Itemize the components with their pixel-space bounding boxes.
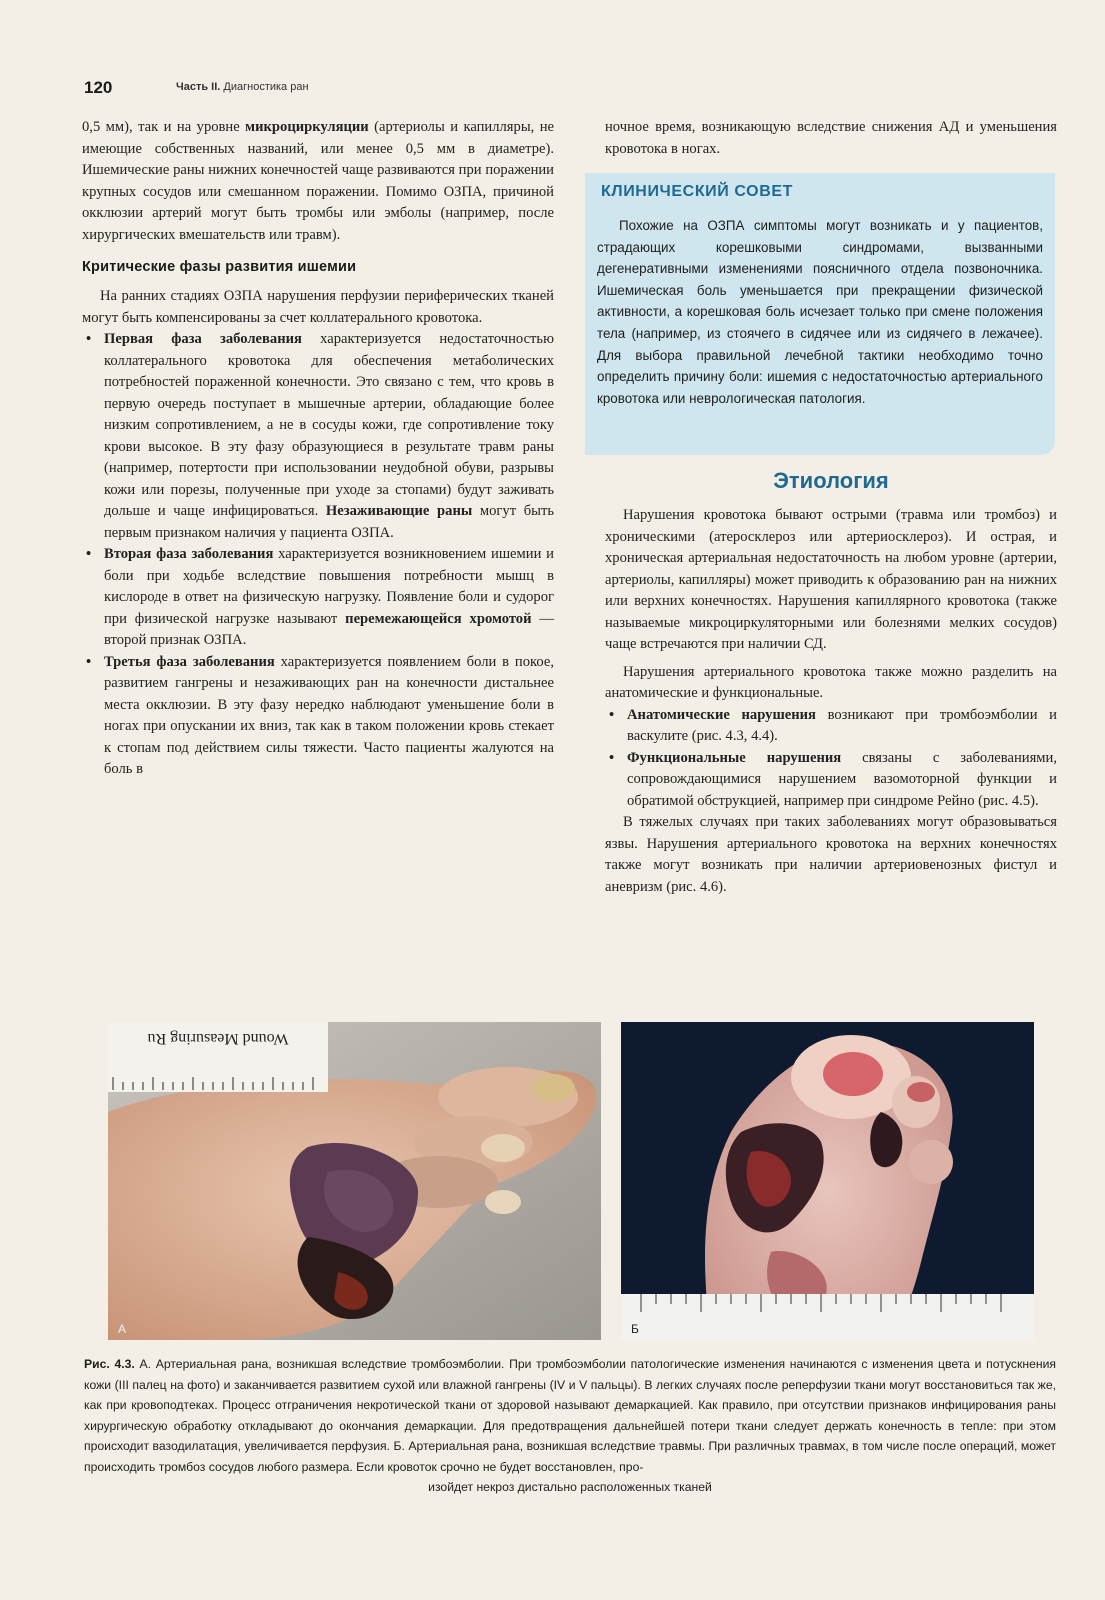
clinical-advice-text: Похожие на ОЗПА симптомы могут возникать и у пациентов, страдающих корешковыми синдромами, вызванными дегенеративными изменениями поясничного отдела позвоночника. Ишемическая боль уменьшается при прекращении физической активности, а корешковая боль исчезает только при смене положения тела (например, из стоячего в сидячее или из сидячего в лежачее). Для выбора правильной лечебной тактики необходимо точно определить причину боли: ишемия с недостаточностью артериального кровотока или неврологическая патология.	[597, 218, 1043, 406]
figure-a-label: А	[118, 1322, 127, 1336]
left-column	[82, 117, 554, 781]
term-microcirculation: микроциркуляции	[245, 119, 369, 135]
caption-text: А. Артериальная рана, возникшая вследствие тромбоэмболии. При тромбоэмболии патологические изменения начинаются с изменения цвета и потускнения кожи (III палец на фото) и заканчивается развитием сухой или влажной гангрены (IV и V пальцы). В легких случаях после реперфузии ткани могут восстановиться так же, как при кровоподтеках. Процесс отграничения некротической ткани от здоровой называют демаркацией. Как правило, при отсутствии признаков инфицирования раны хирургическую обработку откладывают до окончания демаркации. Для предотвращения дальнейшей потери ткани следует держать конечность в тепле: при этом происходит вазодилатация, увеличивается перфузия. Б. Артериальная рана, возникшая вследствие травмы. При различных травмах, в том числе после операций, может происходить тромбоз сосудов любого размера. Если кровоток срочно не будет восстановлен, про-	[84, 1357, 1056, 1474]
caption-last-line: изойдет некроз дистально расположенных тканей	[428, 1480, 712, 1494]
clinical-advice-box	[585, 173, 1055, 455]
phases-list	[82, 329, 554, 781]
ruler-text: Wound Measuring Ru	[147, 1030, 289, 1047]
list-item-phase-2: • Вторая фаза заболевания характеризуется возникновением ишемии и боли при ходьбе вследствие повышения потребности мышц в кислороде в ответ на физическую нагрузку. Появление боли и судорог при физической нагрузке называют перемежающейся хромотой — второй признак ОЗПА.	[82, 544, 554, 652]
list-item-phase-1: • Первая фаза заболевания характеризуется недостаточностью коллатерального кровотока для обеспечения метаболических потребностей пораженной конечности. Это связано с тем, что кровь в первую очередь поступает в мышечные артерии, обладающие более низким сопротивлением, а не в сосуды кожи, где сопротивление току крови высокое. В эту фазу образующиеся в результате травм раны (например, потертости при использовании неудобной обуви, разрывы кожи или порезы, полученные при уходе за стопами) будут заживать дольше и чаще инфицироваться. Незаживающие раны могут быть первым признаком наличия у пациента ОЗПА.	[82, 329, 554, 544]
list-item-anatomic: • Анатомические нарушения возникают при тромбоэмболии и васкулите (рис. 4.3, 4.4).	[605, 705, 1057, 748]
page-number: 120	[84, 78, 113, 97]
right-column-top	[605, 117, 1057, 160]
etiology-paragraph-3: В тяжелых случаях при таких заболеваниях могут образовываться язвы. Нарушения артериального кровотока на верхних конечностях также могут возникать при наличии артериовенозных фистул и аневризм (рис. 4.6).	[605, 814, 1057, 895]
figure-b-label: Б	[631, 1322, 639, 1336]
clinical-advice-title: КЛИНИЧЕСКИЙ СОВЕТ	[601, 183, 794, 200]
caption-label: Рис. 4.3.	[84, 1357, 135, 1371]
page-header	[84, 78, 1044, 100]
foot-photo-a	[108, 1022, 601, 1340]
foot-photo-b	[621, 1022, 1034, 1340]
etiology-paragraph-1: Нарушения кровотока бывают острыми (травма или тромбоз) и хроническими (атеросклероз или артериосклероз). И острая, и хроническая артериальная недостаточность на любом уровне (артерии, артериолы, капилляры) может приводить к образованию ран на нижних или верхних конечностях. Нарушения капиллярного кровотока (также называемые микроциркуляторными или болезнями мелких сосудов) чаще встречаются при наличии СД.	[605, 507, 1057, 652]
etiology-paragraph-2: Нарушения артериального кровотока также можно разделить на анатомические и функциональные.	[605, 663, 1057, 701]
left-paragraph-2: На ранних стадиях ОЗПА нарушения перфузии периферических тканей могут быть компенсированы за счет коллатерального кровотока.	[82, 288, 554, 326]
right-paragraph-continued: ночное время, возникающую вследствие снижения АД и уменьшения кровотока в ногах.	[605, 119, 1057, 157]
measuring-ruler-b	[621, 1294, 1034, 1340]
figure-b-photo	[621, 1022, 1034, 1340]
subheading-critical-phases: Критические фазы развития ишемии	[82, 259, 357, 275]
part-title: Диагностика ран	[223, 81, 309, 93]
right-column-etiology	[605, 505, 1057, 898]
section-title-etiology: Этиология	[773, 468, 889, 493]
list-item-phase-3: • Третья фаза заболевания характеризуется появлением боли в покое, развитием гангрены и незаживающих ран на конечности дистальнее места окклюзии. В эту фазу нередко наблюдают уменьшение боли в ногах при опускании их вниз, так как в таком положении кровь стекает к стопам под действием силы тяжести. Часто пациенты жалуются на боль в	[82, 652, 554, 781]
running-head	[176, 81, 309, 93]
part-label: Часть II.	[176, 81, 221, 93]
figure-a-photo	[108, 1022, 601, 1340]
left-paragraph-1: 0,5 мм), так и на уровне микроциркуляции (артериолы и капилляры, не имеющие собственных названий, или менее 0,5 мм в диаметре). Ишемические раны нижних конечностей чаще развиваются при поражении крупных сосудов или смешанном поражении. Помимо ОЗПА, причиной окклюзии артерий могут быть тромбы или эмболы (например, после хирургических вмешательств или травм).	[82, 119, 554, 243]
list-item-functional: • Функциональные нарушения связаны с заболеваниями, сопровождающимися нарушением вазомоторной функции и обратимой обструкцией, например при синдроме Рейно (рис. 4.5).	[605, 748, 1057, 813]
disorders-list	[605, 705, 1057, 813]
figure-caption	[84, 1354, 1056, 1498]
